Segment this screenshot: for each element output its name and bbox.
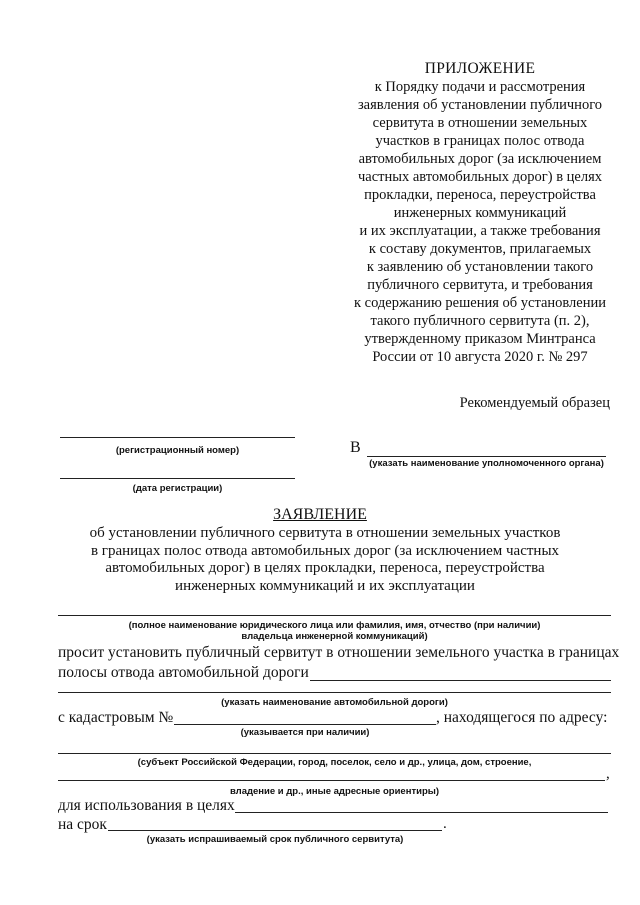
appendix-line: сервитута в отношении земельных [372, 115, 588, 131]
appendix-line: участков в границах полос отвода [375, 133, 585, 149]
subject-line: об установлении публичного сервитута в отношении земельных участков [89, 525, 561, 541]
address-caption-line1: (субъект Российской Федерации, город, поселок, село и др., улица, дом, строение, [137, 757, 532, 768]
addressee-caption: (указать наименование уполномоченного органа) [369, 458, 604, 469]
address-comma: , [606, 766, 610, 782]
road-field[interactable] [58, 692, 611, 693]
term-suffix: . [443, 816, 447, 832]
appendix-line: частных автомобильных дорог) в целях [357, 169, 603, 185]
request-line2: полосы отвода автомобильной дороги [58, 664, 309, 681]
document-heading: ЗАЯВЛЕНИЕ [273, 506, 367, 523]
cadastral-caption: (указывается при наличии) [240, 727, 370, 738]
applicant-caption-line2: владельца инженерной коммуникаций) [241, 631, 428, 642]
appendix-line: и их эксплуатации, а также требования [359, 223, 601, 239]
appendix-block [340, 60, 620, 366]
appendix-line: России от 10 августа 2020 г. № 297 [372, 349, 588, 365]
cadastral-suffix: , находящегося по адресу: [436, 709, 608, 726]
applicant-field[interactable] [58, 615, 611, 616]
registration-number-caption: (регистрационный номер) [115, 445, 240, 456]
address-caption-line2: владение и др., иные адресные ориентиры) [229, 786, 440, 797]
appendix-line: к содержанию решения об установлении [353, 295, 607, 311]
appendix-line: заявления об установлении публичного [357, 97, 603, 113]
appendix-line: к Порядку подачи и рассмотрения [374, 79, 586, 95]
term-caption: (указать испрашиваемый срок публичного сервитута) [146, 834, 404, 845]
applicant-caption-line1: (полное наименование юридического лица или фамилия, имя, отчество (при наличии) [128, 620, 541, 631]
appendix-line: публичного сервитута, и требования [367, 277, 593, 293]
appendix-line: утвержденному приказом Минтранса [364, 331, 596, 347]
subject-line: инженерных коммуникаций и их эксплуатации [175, 577, 475, 594]
road-caption: (указать наименование автомобильной дороги) [221, 697, 448, 708]
term-prefix: на срок [58, 816, 107, 833]
document-subject [60, 525, 590, 595]
registration-date-caption: (дата регистрации) [132, 483, 223, 494]
purpose-prefix: для использования в целях [58, 797, 235, 814]
appendix-line: прокладки, переноса, переустройства [364, 187, 596, 203]
appendix-line: автомобильных дорог (за исключением [358, 151, 602, 167]
cadastral-prefix: с кадастровым № [58, 709, 174, 726]
appendix-line: такого публичного сервитута (п. 2), [370, 313, 590, 329]
addressee-field[interactable] [367, 456, 606, 457]
address-field-1[interactable] [58, 753, 611, 754]
address-field-2[interactable] [58, 780, 605, 781]
appendix-line: инженерных коммуникаций [393, 205, 567, 221]
request-line1: просит установить публичный сервитут в отношении земельного участка в границах [58, 644, 620, 661]
appendix-line: к заявлению об установлении такого [366, 259, 594, 275]
subject-line: в границах полос отвода автомобильных дорог (за исключением частных [90, 542, 560, 559]
cadastral-number-field[interactable] [174, 724, 436, 725]
term-field[interactable] [108, 830, 442, 831]
addressee-prefix: В [350, 439, 361, 456]
recommended-sample-label: Рекомендуемый образец [459, 395, 610, 411]
registration-number-field[interactable] [60, 437, 295, 438]
subject-line: автомобильных дорог) в целях прокладки, переноса, переустройства [105, 560, 545, 576]
purpose-field[interactable] [235, 812, 608, 813]
appendix-title: ПРИЛОЖЕНИЕ [424, 60, 536, 77]
registration-date-field[interactable] [60, 478, 295, 479]
road-field-inline[interactable] [310, 680, 611, 681]
appendix-line: к составу документов, прилагаемых [368, 241, 592, 257]
